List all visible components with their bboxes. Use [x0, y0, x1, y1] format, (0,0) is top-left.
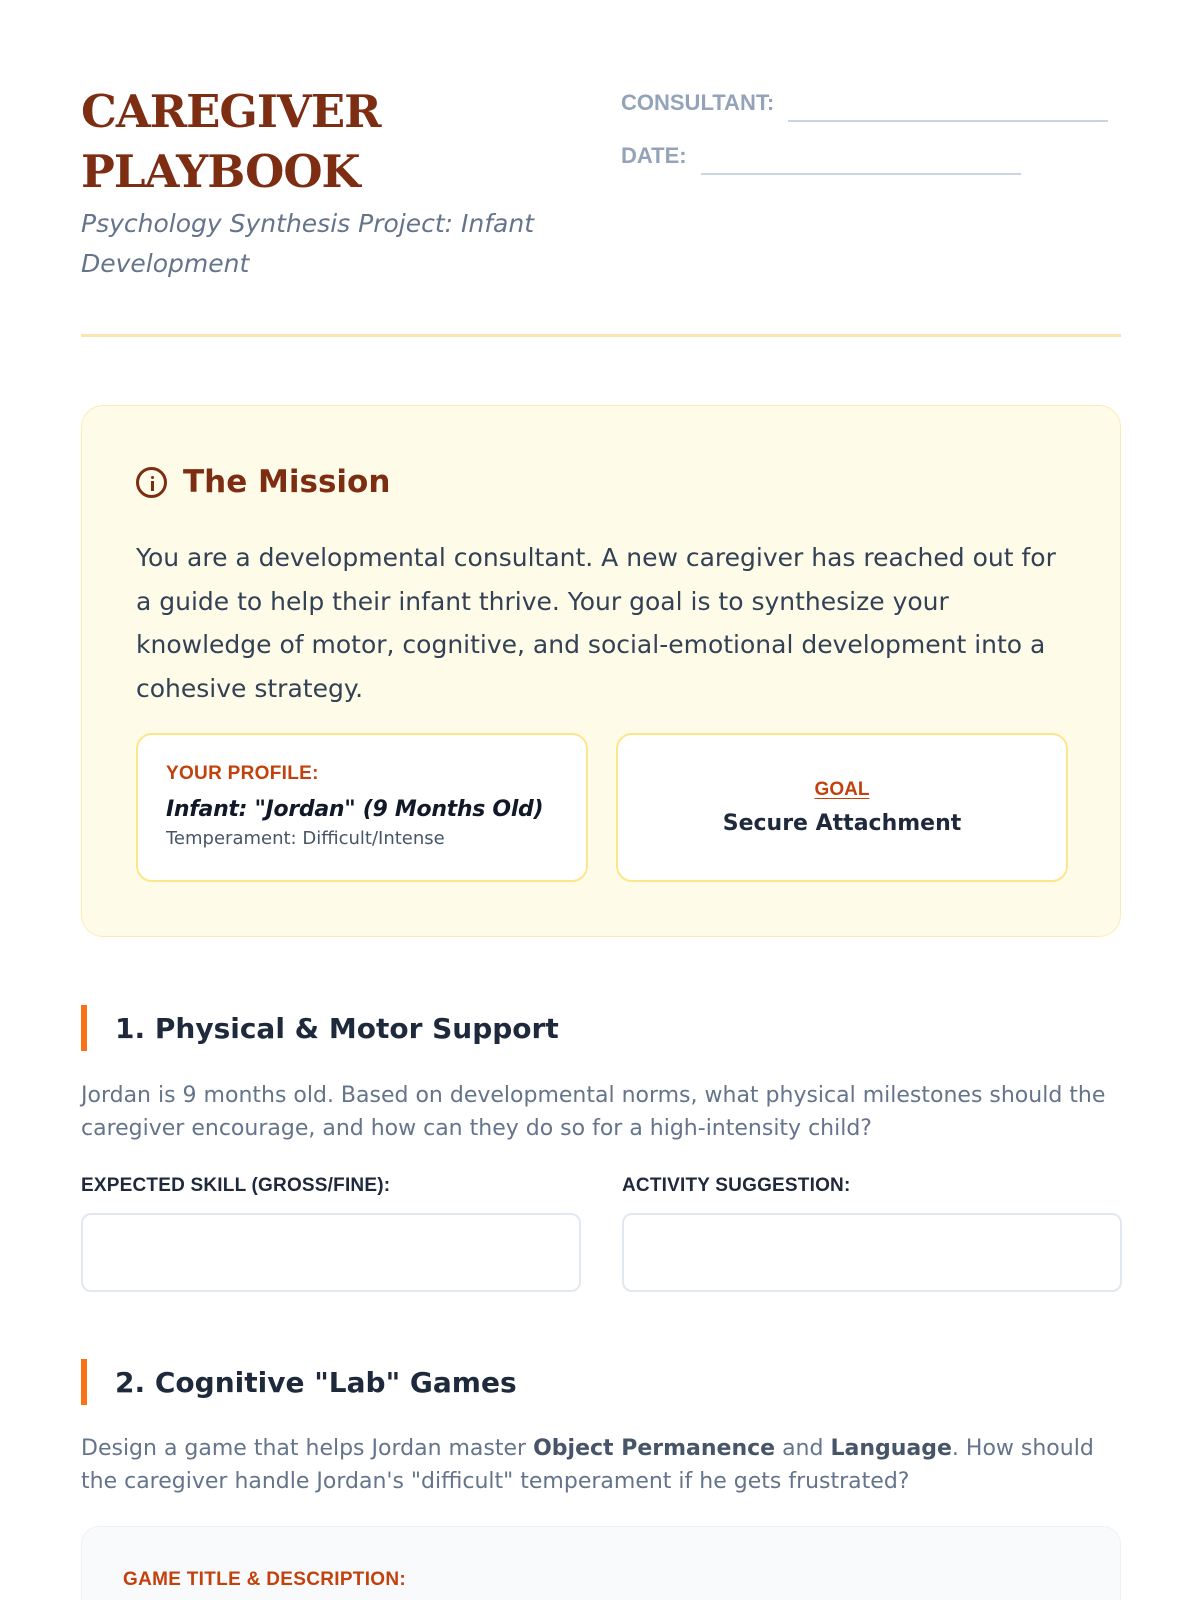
- game-title-label: GAME TITLE & DESCRIPTION:: [123, 1569, 406, 1590]
- mission-text: You are a developmental consultant. A new caregiver has reached out for a guide to help their infant thrive. Your goal is to synthesize your knowledge of motor, cognitive, and social-emotional development into a cohesive strategy.: [136, 543, 1056, 703]
- goal-value: Secure Attachment: [722, 811, 962, 836]
- desc-text: and: [775, 1436, 831, 1461]
- consultant-row: [621, 82, 1121, 122]
- profile-temperament: Temperament: Difficult/Intense: [166, 828, 445, 849]
- profile-card: [136, 733, 588, 882]
- profile-name: Infant: "Jordan" (9 Months Old): [166, 797, 544, 822]
- activity-suggestion-field[interactable]: [622, 1213, 1122, 1292]
- info-icon: [136, 467, 167, 498]
- consultant-field[interactable]: [788, 120, 1108, 122]
- page-title: CAREGIVER PLAYBOOK: [81, 85, 381, 198]
- desc-text: Design a game that helps Jordan master: [81, 1436, 534, 1461]
- consultant-label: CONSULTANT:: [621, 90, 775, 115]
- section-2-title: 2. Cognitive "Lab" Games: [115, 1365, 517, 1399]
- desc-text: . How should the caregiver handle Jordan's "difficult" temperament if he gets frustrated?: [81, 1436, 1094, 1494]
- game-description-box[interactable]: [81, 1526, 1121, 1600]
- section-1-title: 1. Physical & Motor Support: [115, 1011, 559, 1045]
- goal-card: [616, 733, 1068, 882]
- date-field[interactable]: [701, 173, 1021, 175]
- date-label: DATE:: [621, 143, 687, 168]
- desc-emphasis-language: Language: [830, 1436, 952, 1461]
- section-2-header: [81, 1359, 517, 1405]
- section-accent-bar: [81, 1005, 87, 1051]
- section-2-description: [81, 1432, 1121, 1498]
- activity-suggestion-label: ACTIVITY SUGGESTION:: [622, 1175, 851, 1196]
- mission-title: The Mission: [183, 464, 391, 500]
- mission-header: [136, 464, 390, 500]
- section-1-description: Jordan is 9 months old. Based on developmental norms, what physical milestones should the caregiver encourage, and how can they do so for a high-intensity child?: [81, 1083, 1106, 1141]
- page-header: [81, 82, 1121, 337]
- profile-label: YOUR PROFILE:: [166, 763, 319, 784]
- page-subtitle: Psychology Synthesis Project: Infant Development: [81, 209, 534, 278]
- expected-skill-label: EXPECTED SKILL (GROSS/FINE):: [81, 1175, 391, 1196]
- section-accent-bar: [81, 1359, 87, 1405]
- desc-emphasis-object-permanence: Object Permanence: [533, 1436, 776, 1461]
- mission-panel: [81, 405, 1121, 937]
- goal-label: GOAL: [814, 779, 870, 800]
- section-1-header: [81, 1005, 559, 1051]
- meta-fields: [621, 82, 1121, 188]
- date-row: [621, 135, 1121, 175]
- expected-skill-field[interactable]: [81, 1213, 581, 1292]
